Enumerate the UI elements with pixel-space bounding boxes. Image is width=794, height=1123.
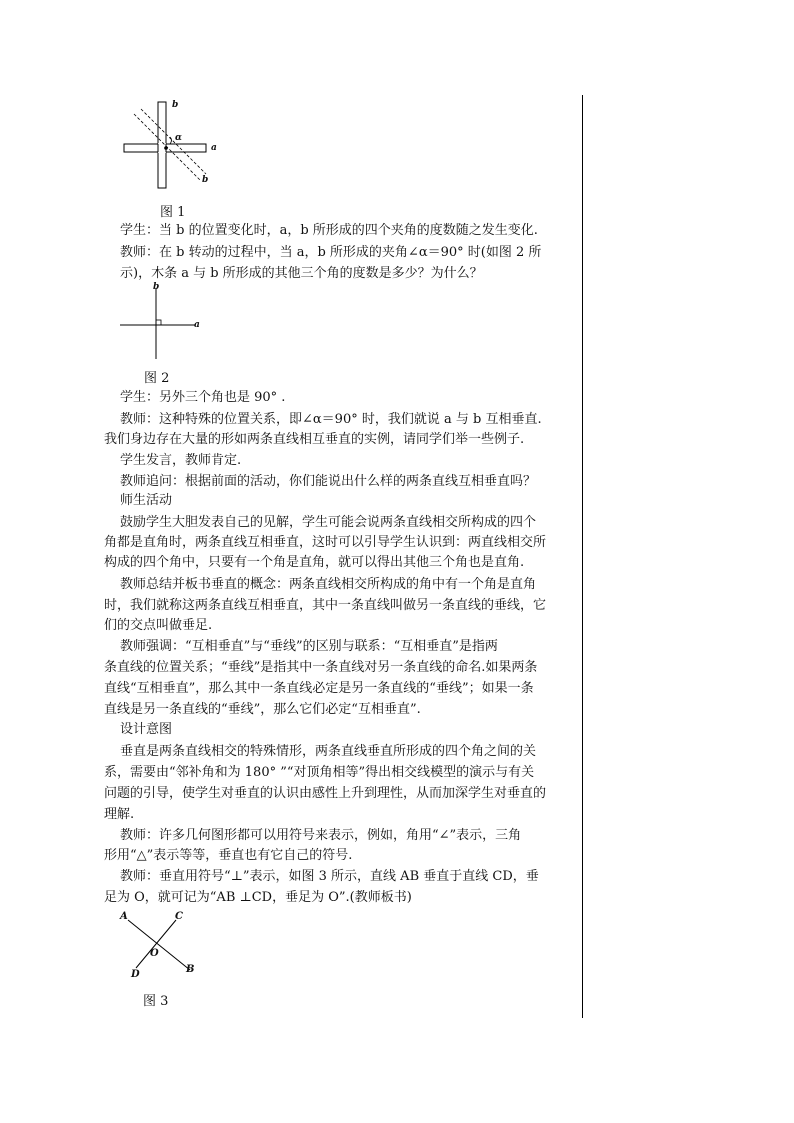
- figure-1-label-b-bottom: b: [202, 175, 209, 185]
- figure-3-label-B: B: [186, 964, 195, 975]
- figure-2-label-a: a: [194, 320, 200, 330]
- line-14: 时，我们就称这两条直线互相垂直，其中一条直线叫做另一条直线的垂线，它: [104, 598, 547, 613]
- figure-3-label-O: O: [150, 948, 159, 959]
- line-27: 教师：垂直用符号“⊥”表示，如图 3 所示，直线 AB 垂直于直线 CD，垂: [120, 869, 539, 884]
- line-6: 我们身边存在大量的形如两条直线相互垂直的实例，请同学们举一些例子.: [104, 432, 525, 447]
- line-3: 示)，木条 a 与 b 所形成的其他三个角的度数是多少？为什么？: [120, 266, 483, 281]
- figure-2-label-b: b: [153, 282, 160, 292]
- line-1: 学生：当 b 的位置变化时，a，b 所形成的四个夹角的度数随之发生变化.: [120, 223, 538, 238]
- line-22: 系，需要由“邻补角和为 180° ”“对顶角相等”得出相交线模型的演示与有关: [104, 765, 535, 780]
- line-15: 们的交点叫做垂足.: [104, 618, 213, 633]
- line-4: 学生：另外三个角也是 90° .: [120, 390, 286, 405]
- line-17: 条直线的位置关系；“垂线”是指其中一条直线对另一条直线的命名.如果两条: [104, 660, 538, 675]
- line-12: 构成的四个角中，只要有一个角是直角，就可以得出其他三个角也是直角.: [104, 555, 525, 570]
- line-10: 鼓励学生大胆发表自己的见解，学生可能会说两条直线相交所构成的四个: [120, 515, 537, 530]
- figure-3-caption: 图 3: [143, 994, 169, 1009]
- line-9-heading: 师生活动: [120, 493, 173, 508]
- line-25: 教师：许多几何图形都可以用符号来表示，例如，角用“∠”表示，三角: [120, 828, 522, 843]
- line-5: 教师：这种特殊的位置关系，即∠α＝90° 时，我们就说 a 与 b 互相垂直.: [120, 412, 542, 427]
- line-7: 学生发言，教师肯定.: [120, 453, 242, 468]
- line-24: 理解.: [104, 807, 135, 822]
- line-21: 垂直是两条直线相交的特殊情形，两条直线垂直所形成的四个角之间的关: [120, 744, 537, 759]
- line-18: 直线“互相垂直”，那么其中一条直线必定是另一条直线的“垂线”；如果一条: [104, 681, 534, 696]
- line-26: 形用“△”表示等等，垂直也有它自己的符号.: [104, 848, 353, 863]
- figure-1-label-b-top: b: [172, 100, 179, 110]
- figure-2-diagram: [118, 285, 198, 361]
- line-13: 教师总结并板书垂直的概念：两条直线相交所构成的角中有一个角是直角: [120, 577, 537, 592]
- figure-1-caption: 图 1: [160, 205, 186, 220]
- line-19: 直线是另一条直线的“垂线”，那么它们必定“互相垂直”.: [104, 702, 421, 717]
- line-8: 教师追问：根据前面的活动，你们能说出什么样的两条直线互相垂直吗？: [120, 474, 537, 489]
- line-11: 角都是直角时，两条直线互相垂直，这时可以引导学生认识到：两直线相交所: [104, 535, 547, 550]
- figure-3-label-A: A: [120, 911, 128, 922]
- line-2: 教师：在 b 转动的过程中，当 a，b 所形成的夹角∠α＝90° 时(如图 2 所: [120, 245, 542, 260]
- line-23: 问题的引导，使学生对垂直的认识由感性上升到理性，从而加深学生对垂直的: [104, 786, 547, 801]
- figure-3-label-D: D: [131, 969, 140, 980]
- figure-3-label-C: C: [175, 911, 183, 922]
- line-20-heading: 设计意图: [120, 722, 173, 737]
- figure-1-label-alpha: α: [175, 133, 182, 143]
- line-28: 足为 O，就可记为“AB ⊥CD，垂足为 O”.(教师板书): [104, 890, 412, 905]
- line-16: 教师强调：“互相垂直”与“垂线”的区别与联系：“互相垂直”是指两: [120, 639, 498, 654]
- column-divider-line: [582, 95, 583, 1018]
- figure-1-label-a: a: [211, 143, 217, 153]
- figure-2-caption: 图 2: [144, 371, 170, 386]
